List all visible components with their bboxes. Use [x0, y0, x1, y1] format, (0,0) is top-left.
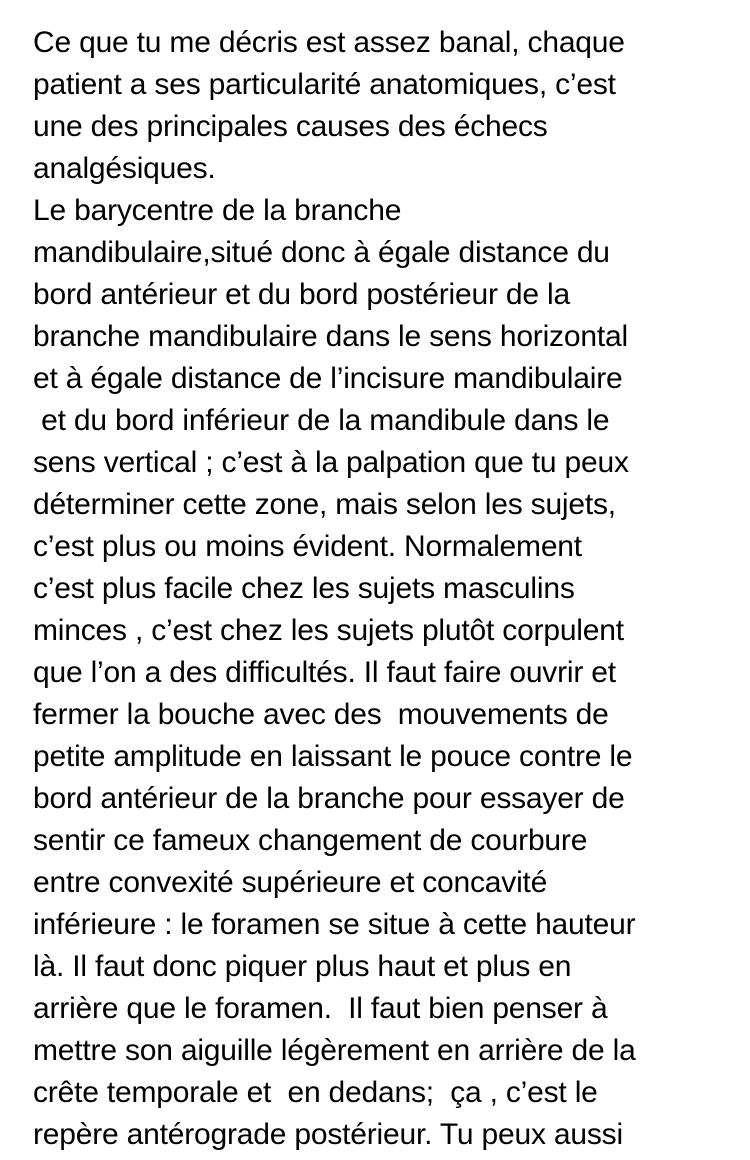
- text-line: là. Il faut donc piquer plus haut et plus en: [33, 950, 572, 983]
- text-line: arrière que le foramen. Il faut bien penser à: [33, 992, 608, 1025]
- text-line: petite amplitude en laissant le pouce contre le: [33, 740, 633, 773]
- text-line: entre convexité supérieure et concavité: [33, 866, 548, 899]
- text-line: bord antérieur et du bord postérieur de la: [33, 278, 570, 311]
- text-line: Ce que tu me décris est assez banal, chaque: [33, 26, 625, 59]
- text-line: minces , c’est chez les sujets plutôt corpulent: [33, 614, 624, 647]
- text-line: analgésiques.: [33, 152, 216, 185]
- text-line: bord antérieur de la branche pour essayer de: [33, 782, 625, 815]
- text-line: c’est plus facile chez les sujets masculins: [33, 572, 575, 605]
- text-line: Le barycentre de la branche: [33, 194, 402, 227]
- text-line: une des principales causes des échecs: [33, 110, 548, 143]
- document-body: [33, 22, 733, 1156]
- text-line: mettre son aiguille légèrement en arrière de la: [33, 1034, 636, 1067]
- text-line: inférieure : le foramen se situe à cette hauteur: [33, 908, 636, 941]
- text-line: sens vertical ; c’est à la palpation que tu peux: [33, 446, 629, 479]
- text-line: mandibulaire,situé donc à égale distance du: [33, 236, 610, 269]
- text-line: patient a ses particularité anatomiques, c’est: [33, 68, 616, 101]
- text-line: et à égale distance de l’incisure mandibulaire: [33, 362, 623, 395]
- text-line: fermer la bouche avec des mouvements de: [33, 698, 609, 731]
- text-line: branche mandibulaire dans le sens horizontal: [33, 320, 628, 353]
- text-line: que l’on a des difficultés. Il faut faire ouvrir et: [33, 656, 616, 689]
- text-line: repère antérograde postérieur. Tu peux aussi: [33, 1118, 623, 1151]
- text-line: et du bord inférieur de la mandibule dans le: [33, 404, 610, 437]
- text-line: c’est plus ou moins évident. Normalement: [33, 530, 582, 563]
- text-line: crête temporale et en dedans; ça , c’est le: [33, 1076, 598, 1109]
- text-line: sentir ce fameux changement de courbure: [33, 824, 588, 857]
- text-line: déterminer cette zone, mais selon les sujets,: [33, 488, 616, 521]
